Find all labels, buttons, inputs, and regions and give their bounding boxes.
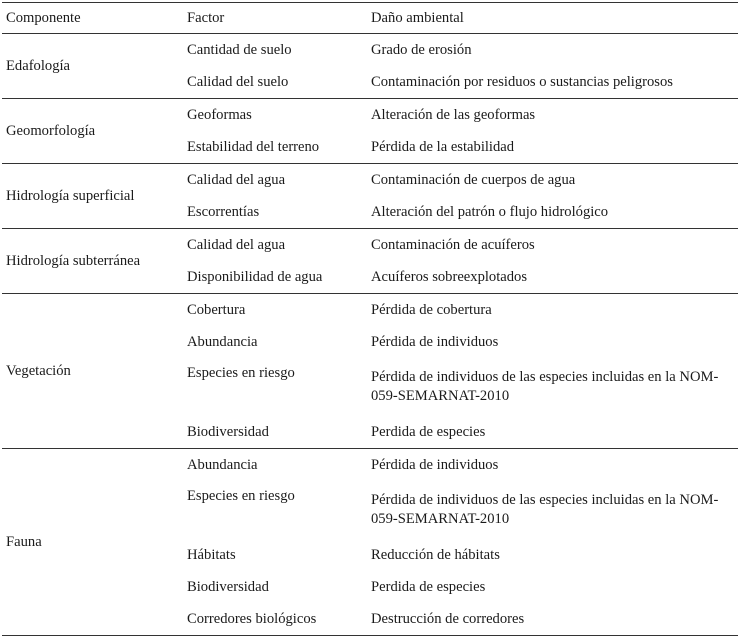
factor-cell: Calidad del agua — [179, 229, 364, 262]
dano-cell: Contaminación de cuerpos de agua — [364, 164, 738, 197]
header-componente: Componente — [2, 3, 179, 34]
componente-cell: Vegetación — [2, 294, 179, 449]
factor-cell: Abundancia — [179, 449, 364, 482]
dano-cell: Pérdida de individuos de las especies incluidas en la NOM-059-SEMARNAT-2010 — [371, 492, 719, 527]
dano-cell: Grado de erosión — [371, 41, 472, 58]
table-row — [2, 449, 738, 482]
environmental-damage-table — [2, 2, 738, 636]
componente-cell: Hidrología subterránea — [2, 229, 179, 294]
table-row — [2, 229, 738, 262]
dano-cell: Destrucción de corredores — [364, 603, 738, 636]
dano-cell: Pérdida de individuos de las especies incluidas en la NOM-059-SEMARNAT-2010 — [371, 369, 719, 404]
dano-cell: Acuíferos sobreexplotados — [371, 268, 528, 285]
factor-cell: Biodiversidad — [187, 578, 269, 595]
factor-cell: Hábitats — [187, 546, 236, 563]
dano-cell: Pérdida de la estabilidad — [371, 138, 515, 155]
factor-cell: Disponibilidad de agua — [187, 268, 323, 285]
table-row — [2, 164, 738, 197]
dano-cell: Contaminación por residuos o sustancias peligrosos — [371, 73, 673, 90]
dano-cell: Pérdida de individuos — [364, 449, 738, 482]
componente-cell: Geomorfología — [2, 99, 179, 164]
dano-cell: Alteración del patrón o flujo hidrológico — [371, 203, 609, 220]
dano-cell: Contaminación de acuíferos — [364, 229, 738, 262]
table-row — [2, 34, 738, 67]
factor-cell: Cobertura — [179, 294, 364, 327]
componente-cell: Edafología — [2, 34, 179, 99]
dano-cell: Perdida de especies — [371, 423, 486, 440]
dano-cell: Perdida de especies — [371, 578, 486, 595]
factor-cell: Biodiversidad — [187, 423, 269, 440]
header-row — [2, 3, 738, 34]
factor-cell: Especies en riesgo — [187, 488, 295, 504]
dano-cell: Pérdida de individuos — [371, 333, 499, 350]
factor-cell: Escorrentías — [187, 203, 260, 220]
factor-cell: Especies en riesgo — [187, 365, 295, 381]
factor-cell: Corredores biológicos — [179, 603, 364, 636]
factor-cell: Calidad del agua — [179, 164, 364, 197]
environmental-damage-table-container — [2, 2, 738, 636]
factor-cell: Geoformas — [179, 99, 364, 132]
factor-cell: Calidad del suelo — [187, 73, 289, 90]
factor-cell: Cantidad de suelo — [187, 41, 292, 58]
header-factor: Factor — [179, 3, 364, 34]
dano-cell: Reducción de hábitats — [371, 546, 500, 563]
componente-cell: Fauna — [2, 449, 179, 636]
table-row — [2, 99, 738, 132]
factor-cell: Estabilidad del terreno — [187, 138, 320, 155]
header-dano-ambiental: Daño ambiental — [364, 3, 738, 34]
factor-cell: Abundancia — [187, 333, 258, 350]
dano-cell: Alteración de las geoformas — [364, 99, 738, 132]
componente-cell: Hidrología superficial — [2, 164, 179, 229]
dano-cell: Pérdida de cobertura — [364, 294, 738, 327]
table-row — [2, 294, 738, 327]
